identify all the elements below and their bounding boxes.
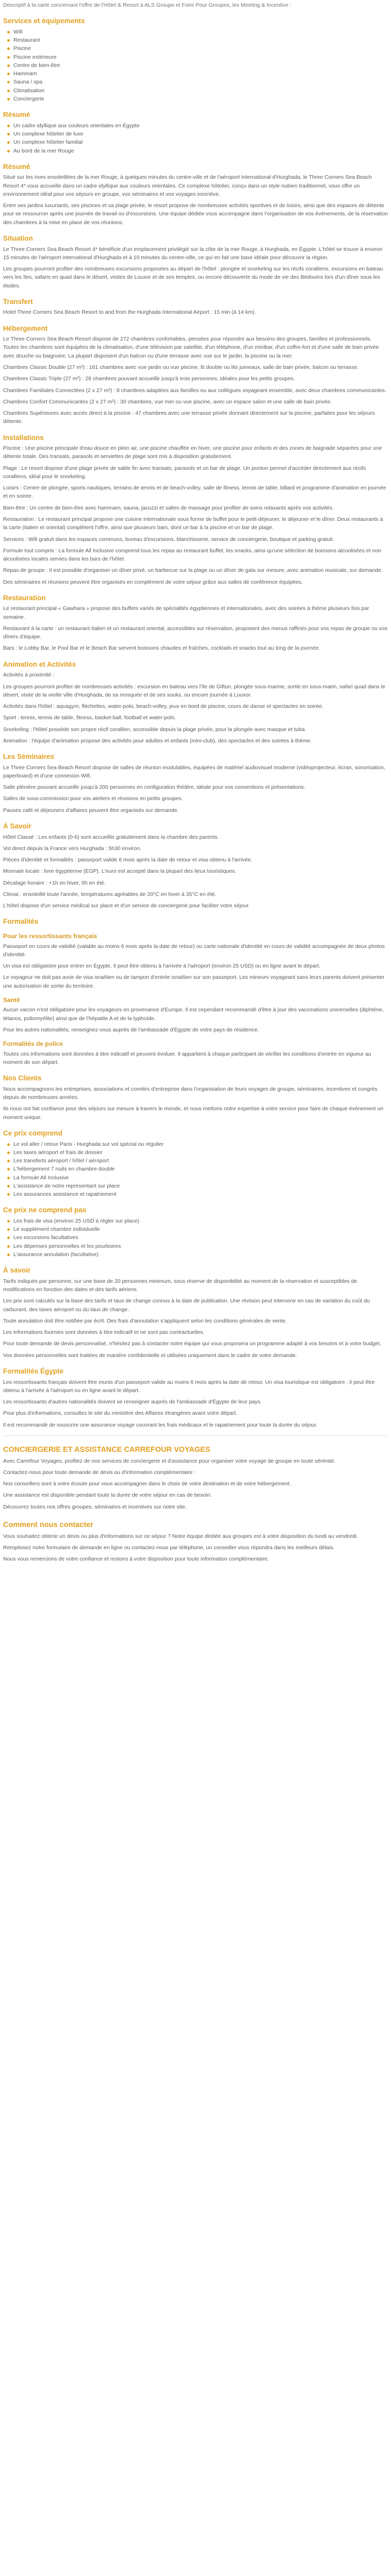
paragraph: Il est recommandé de souscrire une assurance voyage couvrant les frais médicaux et le rapatriement pour toute la durée du séjour. <box>3 1421 318 1428</box>
bullet-item: Conciergerie <box>7 95 388 103</box>
paragraph: Chambres Classic Double (27 m²) : 161 chambres avec vue jardin ou vue piscine, lit double ou lits jumeaux, salle de bain privée, balcon ou terrasse. <box>3 364 359 370</box>
section-title: Formalités <box>3 918 39 926</box>
paragraph: Entre ses jardins luxuriants, ses piscines et sa plage privée, le resort propose de nombreuses activités sportives et de loisirs, ainsi que des espaces de détente pour se ressourcer après une journée de travail ou d'excursions. Une équipe dédiée vous accompagne dans l'organisation de vos événements, de la réservation des chambres à la mise en place de vos réunions. <box>3 202 388 226</box>
paragraph: Vol direct depuis la France vers Hurghada : 5h30 environ. <box>3 845 141 852</box>
paragraph: Climat : ensoleillé toute l'année, températures agréables de 20°C en hiver à 35°C en été. <box>3 891 217 897</box>
paragraph: Pour toute demande de devis personnalisé, n'hésitez pas à contacter notre équipe qui vous proposera un programme adapté à vos besoins et à votre budget. <box>3 1341 381 1347</box>
paragraph: Chambres Confort Communicantes (2 x 27 m²) : 30 chambres, vue mer ou vue piscine, avec un espace salon et une salle de bain privée. <box>3 398 332 405</box>
section-ce-prix-ne-comprend-pas <box>3 1206 388 1259</box>
paragraph: Chambres Familiales Connectées (2 x 27 m²) : 8 chambres adaptées aux familles ou aux collègues voyageant ensemble, avec deux chambres communicantes. <box>3 387 386 394</box>
paragraph: Nous accompagnons les entreprises, associations et comités d'entreprise dans l'organisation de leurs voyages de groupe, séminaires, incentives et congrès depuis de nombreuses années. <box>3 1086 378 1101</box>
bullet-item: Les excursions facultatives <box>7 1233 388 1242</box>
paragraph: L'hôtel dispose d'un service médical sur place et d'un service de conciergerie pour faciliter votre séjour. <box>3 903 250 909</box>
section-restauration <box>3 594 388 653</box>
paragraph: Restauration : Le restaurant principal propose une cuisine internationale sous forme de buffet pour le petit-déjeuner, le déjeuner et le dîner. Deux restaurants à la carte (italien et oriental) complètent l'offre, ainsi que plusieurs bars, dont un bar à la piscine et un bar de plage. <box>3 516 383 531</box>
paragraph: Le restaurant principal « Gawhara » propose des buffets variés de spécialités égyptiennes et internationales, avec des soirées à thème plusieurs fois par semaine. <box>3 605 369 620</box>
section-nos-clients <box>3 1074 388 1122</box>
paragraph: Animation : l'équipe d'animation propose des activités pour adultes et enfants (mini-club), des spectacles et des soirées à thème. <box>3 737 312 744</box>
bullet-item: Centre de bien-être <box>7 61 388 70</box>
bullet-item: Un cadre idyllique aux couleurs orientales en Égypte <box>7 122 388 130</box>
section-title: Transfert <box>3 297 33 306</box>
contact-paragraph: Nous vous remercions de votre confiance et restons à votre disposition pour toute information complémentaire. <box>3 1556 269 1563</box>
page <box>0 1 391 1587</box>
section-title: Résumé <box>3 162 30 171</box>
section-title: Situation <box>3 234 33 242</box>
sections-container <box>3 16 388 1429</box>
paragraph: Salles de sous-commission pour vos ateliers et réunions en petits groupes. <box>3 795 183 802</box>
paragraph: Salle plénière pouvant accueillir jusqu'à 200 personnes en configuration théâtre, idéale pour vos conventions et présentations. <box>3 784 305 791</box>
section-hebergement <box>3 324 388 426</box>
section-title: Installations <box>3 433 44 442</box>
cta-paragraph: Nos conseillers sont à votre écoute pour vous accompagner dans le choix de votre destination et de votre hébergement. <box>3 1481 291 1487</box>
section-title: À Savoir <box>3 822 31 830</box>
section-resume <box>3 162 388 227</box>
section-a-savoir <box>3 1266 388 1360</box>
section-title: Formalités Égypte <box>3 1367 64 1375</box>
bullet-item: Les frais de visa (environ 25 USD à régler sur place) <box>7 1217 388 1225</box>
paragraph: Pour les autres nationalités, renseignez-vous auprès de l'ambassade d'Égypte de votre pays de résidence. <box>3 1027 259 1033</box>
bullet-item: Le vol aller / retour Paris - Hurghada sur vol spécial ou régulier <box>7 1140 388 1148</box>
bullet-item: Piscine extérieure <box>7 53 388 61</box>
paragraph: Sport : tennis, tennis de table, fitness, basket-ball, football et water-polo. <box>3 715 176 721</box>
section-title: À savoir <box>3 1266 31 1275</box>
paragraph: Repas de groupe : Il est possible d'organiser un dîner privé, un barbecue sur la plage ou un dîner de gala sur mesure, avec animation musicale, sur demande. <box>3 567 383 574</box>
section-title: Restauration <box>3 594 46 602</box>
paragraph: Le Three Corners Sea Beach Resort dispose de salles de réunion modulables, équipées de matériel audiovisuel moderne (vidéoprojecteur, écran, sonorisation, paperboard) et d'une connexion Wifi. <box>3 764 386 779</box>
cta-block <box>3 1435 388 1564</box>
bullet-item: L'assistance de notre représentant sur place <box>7 1182 388 1190</box>
paragraph: Hotel Three Corners Sea Beach Resort to and from the Hurghada International Airport : 15 min (à 14 km). <box>3 309 256 316</box>
bullet-item: La formule All Inclusive <box>7 1174 388 1182</box>
bullet-item: Climatisation <box>7 87 388 95</box>
cta-paragraph: Découvrez toutes nos offres groupes, séminaires et incentives sur notre site. <box>3 1503 187 1510</box>
paragraph: Hôtel Classé : Les enfants (0-6) sont accueillis gratuitement dans la chambre des parents. <box>3 834 219 840</box>
subsection-title: Formalités de police <box>3 1040 63 1048</box>
paragraph: Des séminaires et réunions peuvent être organisés en complément de votre séjour grâce aux salles de conférence équipées. <box>3 579 303 585</box>
paragraph: Plage : Le resort dispose d'une plage privée de sable fin avec transats, parasols et un bar de plage. Un ponton permet d'accéder directement aux récifs coralliens, idéal pour le snorkeling. <box>3 465 366 480</box>
bullet-item: Les dépenses personnelles et les pourboires <box>7 1242 388 1250</box>
paragraph: Le Three Corners Sea Beach Resort 4* bénéficie d'un emplacement privilégié sur la côte de la mer Rouge, à Hurghada, en Égypte. L'hôtel se trouve à environ 15 minutes de l'aéroport international d'Hurghada et à 10 minutes du centre-ville, ce qui en fait une base idéale pour découvrir la région. <box>3 246 383 261</box>
paragraph: Pauses café et déjeuners d'affaires peuvent être organisés sur demande. <box>3 807 179 814</box>
cta-title: CONCIERGERIE ET ASSISTANCE CARREFOUR VOYAGES <box>3 1445 210 1454</box>
paragraph: Monnaie locale : livre égyptienne (EGP). L'euro est accepté dans la plupart des lieux touristiques. <box>3 868 237 875</box>
cta-paragraph: Avec Carrefour Voyages, profitez de nos services de conciergerie et d'assistance pour organiser votre voyage de groupe en toute sérénité. <box>3 1458 336 1464</box>
bullet-item: Les assurances assistance et rapatriement <box>7 1190 388 1198</box>
contact-paragraph: Vous souhaitez obtenir un devis ou plus d'informations sur ce séjour ? Notre équipe dédiée aux groupes est à votre disposition du lundi au vendredi. <box>3 1533 358 1539</box>
section-title: Résumé <box>3 111 30 119</box>
paragraph: Activités dans l'hôtel : aquagym, fléchettes, water-polo, beach-volley, jeux en bord de piscine, cours de danse et spectacles en soirée. <box>3 703 324 710</box>
bullet-list <box>3 1217 388 1259</box>
paragraph: Les ressortissants français doivent être munis d'un passeport valide au moins 6 mois après la date de retour. Un visa touristique est obligatoire ; il peut être obtenu à l'arrivée à l'aéroport ou en ligne avant le départ. <box>3 1379 375 1394</box>
bullet-item: Wifi <box>7 28 388 36</box>
bullet-item: Un complexe hôtelier familial <box>7 138 388 146</box>
paragraph: Piscine : Une piscine principale d'eau douce en plein air, une piscine chauffée en hiver, une piscine pour enfants et des zones de baignade séparées pour une détente totale. Des transats, parasols et serviettes de plage sont mis à disposition gratuitement. <box>3 445 382 460</box>
intro-text: Descriptif à la carte concernant l'offre de l'Hôtel & Resort à ALS Groupe et Foire Pour Groupes, les Meeting & Incentive : <box>3 2 291 8</box>
bullet-item: Un complexe hôtelier de luxe <box>7 130 388 138</box>
contact-title: Comment nous contacter <box>3 1521 93 1529</box>
bullet-item: Les transferts aéroport / hôtel / aéroport <box>7 1157 388 1165</box>
paragraph: Pièces d'identité et formalités : passeport valide 6 mois après la date de retour et visa obtenu à l'arrivée. <box>3 857 253 863</box>
divider <box>3 1435 388 1436</box>
bullet-item: Restaurant <box>7 36 388 44</box>
paragraph: Tarifs indiqués par personne, sur une base de 20 personnes minimum, sous réserve de disponibilité au moment de la réservation et susceptibles de modifications en fonction des dates et des tarifs aériens. <box>3 1278 357 1293</box>
section-title: Hébergement <box>3 324 48 332</box>
paragraph: Bien-être : Un centre de bien-être avec hammam, sauna, jacuzzi et salles de massage pour profiter de soins relaxants après vos activités. <box>3 504 334 511</box>
paragraph: Vos données personnelles sont traitées de manière confidentielle et utilisées uniquement dans le cadre de votre demande. <box>3 1352 297 1359</box>
section-title: Les Séminaires <box>3 753 55 761</box>
paragraph: Le voyageur ne doit pas avoir de visa israélien ou de tampon d'entrée israélien sur son passeport. Les mineurs voyageant sans leurs parents doivent présenter une autorisation de sortie du territoire. <box>3 974 385 989</box>
paragraph: Formule tout compris : La formule All Inclusive comprend tous les repas au restaurant buffet, les snacks, ainsi qu'une sélection de boissons alcoolisées et non alcoolisées locales servies dans les bars de l'hôtel. <box>3 547 382 563</box>
subsection-title: Santé <box>3 996 20 1004</box>
subsection-title: Pour les ressortissants français <box>3 932 97 940</box>
paragraph: Toute annulation doit être notifiée par écrit. Des frais d'annulation s'appliquent selon les conditions générales de vente. <box>3 1317 287 1324</box>
section-title: Ce prix ne comprend pas <box>3 1206 87 1214</box>
bullet-item: L'hébergement 7 nuits en chambre double <box>7 1165 388 1173</box>
paragraph: Le Three Corners Sea Beach Resort dispose de 272 chambres confortables, pensées pour répondre aux besoins des groupes, familles et professionnels. Toutes les chambres sont équipées de la climatisation, d'une télévision par satellite, d'un téléphone, d'un minibar, d'un coffre-fort et d'une salle de bain privée avec douche ou baignoire. La plupart disposent d'un balcon ou d'une terrasse avec vue sur le jardin, la piscine ou la mer. <box>3 336 379 359</box>
paragraph: Les informations fournies sont données à titre indicatif et ne sont pas contractuelles. <box>3 1329 205 1336</box>
paragraph: Chambres Classic Triple (27 m²) : 26 chambres pouvant accueillir jusqu'à trois personnes, idéales pour les petits groupes. <box>3 376 295 382</box>
contact-paragraph: Remplissez notre formulaire de demande en ligne ou contactez-nous par téléphone, un conseiller vous répondra dans les meilleurs délais. <box>3 1545 335 1551</box>
paragraph: Situé sur les rives ensoleillées de la mer Rouge, à quelques minutes du centre-ville et de l'aéroport international d'Hurghada, le Three Corners Sea Beach Resort 4* vous accueille dans un cadre idyllique aux couleurs orientales. Ce complexe hôtelier, conçu dans un style nubien traditionnel, vous offre un environnement idéal pour vos séjours en groupe, vos séminaires et vos voyages incentive. <box>3 174 372 197</box>
paragraph: Ils nous ont fait confiance pour des séjours sur mesure à travers le monde, et nous mettons notre expertise à votre service pour faire de chaque événement un moment unique. <box>3 1106 384 1121</box>
bullet-item: Au bord de la mer Rouge <box>7 147 388 155</box>
paragraph: Décalage horaire : +1h en hiver, 0h en été. <box>3 879 106 886</box>
paragraph: Aucun vaccin n'est obligatoire pour les voyageurs en provenance d'Europe. Il est cependant recommandé d'être à jour des vaccinations universelles (diphtérie, tétanos, poliomyélite) ainsi que de l'hépatite A et de la typhoïde. <box>3 1007 384 1022</box>
paragraph: Services : Wifi gratuit dans les espaces communs, bureau d'excursions, blanchisserie, service de conciergerie, boutique et parking gratuit. <box>3 536 334 543</box>
section-title: Animation et Activités <box>3 660 76 668</box>
paragraph: Passeport en cours de validité (valable au moins 6 mois après la date de retour) ou carte nationale d'identité en cours de validité accompagnée de deux photos d'identité. <box>3 943 385 958</box>
section-situation <box>3 234 388 290</box>
bullet-list <box>3 122 388 155</box>
bullet-item: L'assurance annulation (facultative) <box>7 1250 388 1259</box>
section-ce-prix-comprend <box>3 1129 388 1198</box>
section-title: Ce prix comprend <box>3 1129 62 1137</box>
section-installations <box>3 433 388 586</box>
paragraph: Snorkeling : l'hôtel possède son propre récif corallien, accessible depuis la plage privée, pour la plongée avec masque et tuba. <box>3 726 306 733</box>
paragraph: Les groupes pourront profiter de nombreuses activités : excursion en bateau vers l'île de Giftun, plongée sous-marine, sortie en sous-marin, safari quad dans le désert, visite de la vieille ville d'Hurghada, de sa mosquée et de ses souks, ou encore journée à Louxor. <box>3 683 385 698</box>
section-formalites-egypte <box>3 1367 388 1429</box>
section-animation-et-activites <box>3 660 388 745</box>
bullet-item: Piscine <box>7 44 388 53</box>
paragraph: Bars : le Lobby Bar, le Pool Bar et le Beach Bar servent boissons chaudes et fraîches, cocktails et snacks tout au long de la journée. <box>3 645 320 652</box>
section-resume <box>3 110 388 155</box>
paragraph: Un visa est obligatoire pour entrer en Égypte. Il peut être obtenu à l'arrivée à l'aéroport (environ 25 USD) ou en ligne avant le départ. <box>3 963 321 970</box>
paragraph: Toutes ces informations sont données à titre indicatif et peuvent évoluer. Il appartient à chaque participant de vérifier les conditions d'entrée en vigueur au moment de son départ. <box>3 1050 371 1066</box>
bullet-item: Hammam <box>7 70 388 78</box>
paragraph: Les ressortissants d'autres nationalités doivent se renseigner auprès de l'ambassade d'Égypte de leur pays. <box>3 1399 262 1405</box>
section-a-savoir <box>3 822 388 910</box>
section-services-et-equipements <box>3 16 388 103</box>
paragraph: Chambres Supérieures avec accès direct à la piscine : 47 chambres avec une terrasse privée donnant directement sur la piscine, parfaites pour les séjours détente. <box>3 410 375 425</box>
cta-paragraph: Contactez-nous pour toute demande de devis ou d'information complémentaire : <box>3 1469 196 1476</box>
section-les-seminaires <box>3 752 388 815</box>
bullet-item: Les taxes aéroport et frais de dossier <box>7 1148 388 1157</box>
bullet-item: Le supplément chambre individuelle <box>7 1225 388 1233</box>
paragraph: Activités à proximité : <box>3 672 55 679</box>
paragraph: Restaurant à la carte : un restaurant italien et un restaurant oriental, accessibles sur réservation, proposent des menus raffinés pour vos repas de groupe ou vos dîners d'équipe. <box>3 625 388 640</box>
bullet-list <box>3 28 388 103</box>
section-transfert <box>3 297 388 317</box>
section-title: Nos Clients <box>3 1074 42 1082</box>
bullet-item: Sauna / spa <box>7 78 388 86</box>
paragraph: Loisirs : Centre de plongée, sports nautiques, terrains de tennis et de beach-volley, salle de fitness, tennis de table, billard et programme d'animation en journée et en soirée. <box>3 485 386 500</box>
paragraph: Pour plus d'informations, consultez le site du ministère des Affaires étrangères avant votre départ. <box>3 1410 238 1417</box>
section-title: Services et équipements <box>3 17 85 25</box>
paragraph: Les groupes pourront profiter des nombreuses excursions proposées au départ de l'hôtel : plongée et snorkeling sur les récifs coralliens, excursions en bateau vers les îles, safaris en quad dans le désert, visites de Louxor et de ses temples, ou encore découverte du mode de vie des Bédouins lors d'un dîner sous les étoiles. <box>3 266 383 289</box>
section-formalites <box>3 917 388 1066</box>
paragraph: Les prix sont calculés sur la base des tarifs et taux de change connus à la date de publication. Une révision peut intervenir en cas de variation du coût du carburant, des taxes aéroport ou du taux de change. <box>3 1298 370 1313</box>
cta-paragraph: Une assistance est disponible pendant toute la durée de votre séjour en cas de besoin. <box>3 1492 212 1499</box>
bullet-list <box>3 1140 388 1199</box>
